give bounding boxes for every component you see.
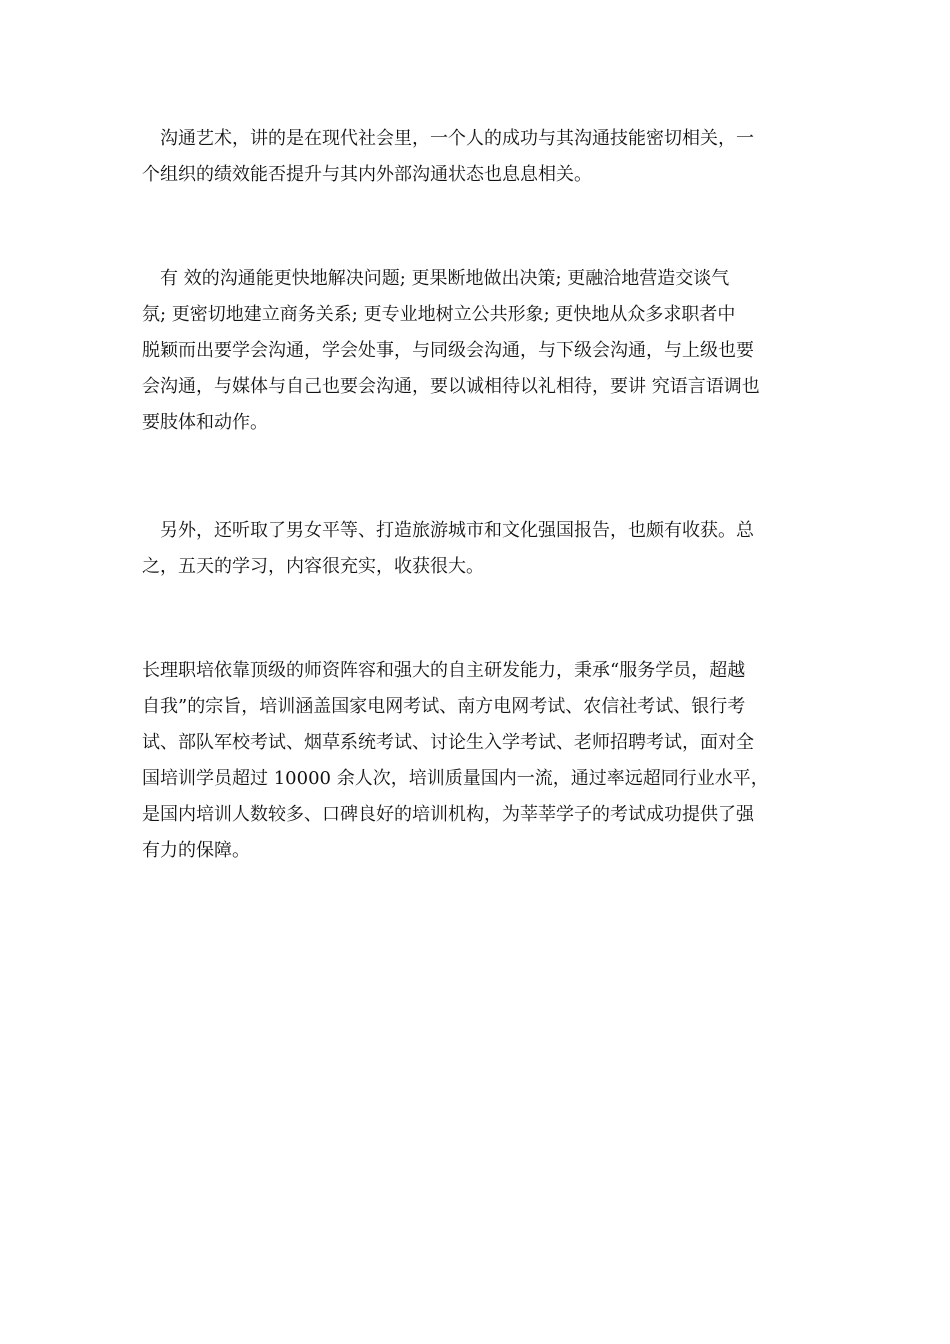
paragraph-effective-communication [142, 261, 810, 441]
text-line: 国培训学员超过 10000 余人次，培训质量国内一流，通过率远超同行业水平， [142, 768, 769, 789]
text-line: 有力的保障。 [142, 840, 250, 861]
text-line: 试、部队军校考试、烟草系统考试、讨论生入学考试、老师招聘考试，面对全 [142, 732, 754, 753]
text-line: 个组织的绩效能否提升与其内外部沟通状态也息息相关。 [142, 164, 592, 185]
paragraph-communication-art [142, 121, 810, 193]
text-line: 是国内培训人数较多、口碑良好的培训机构，为莘莘学子的考试成功提供了强 [142, 804, 754, 825]
paragraph-other-reports [142, 513, 810, 585]
text-line: 长理职培依靠顶级的师资阵容和强大的自主研发能力，秉承“服务学员，超越 [142, 660, 746, 681]
text-line: 有 效的沟通能更快地解决问题; 更果断地做出决策; 更融洽地营造交谈气 [142, 268, 730, 289]
paragraph-training-institution [142, 653, 810, 869]
text-line: 会沟通，与媒体与自己也要会沟通，要以诚相待以礼相待，要讲 究语言语调也 [142, 376, 760, 397]
text-line: 自我”的宗旨，培训涵盖国家电网考试、南方电网考试、农信社考试、银行考 [142, 696, 746, 717]
text-line: 沟通艺术，讲的是在现代社会里，一个人的成功与其沟通技能密切相关，一 [142, 128, 754, 149]
text-line: 之，五天的学习，内容很充实，收获很大。 [142, 556, 484, 577]
text-line: 另外，还听取了男女平等、打造旅游城市和文化强国报告，也颇有收获。总 [142, 520, 754, 541]
text-line: 要肢体和动作。 [142, 412, 268, 433]
text-line: 氛; 更密切地建立商务关系; 更专业地树立公共形象; 更快地从众多求职者中 [142, 304, 736, 325]
text-line: 脱颖而出要学会沟通，学会处事，与同级会沟通，与下级会沟通，与上级也要 [142, 340, 754, 361]
